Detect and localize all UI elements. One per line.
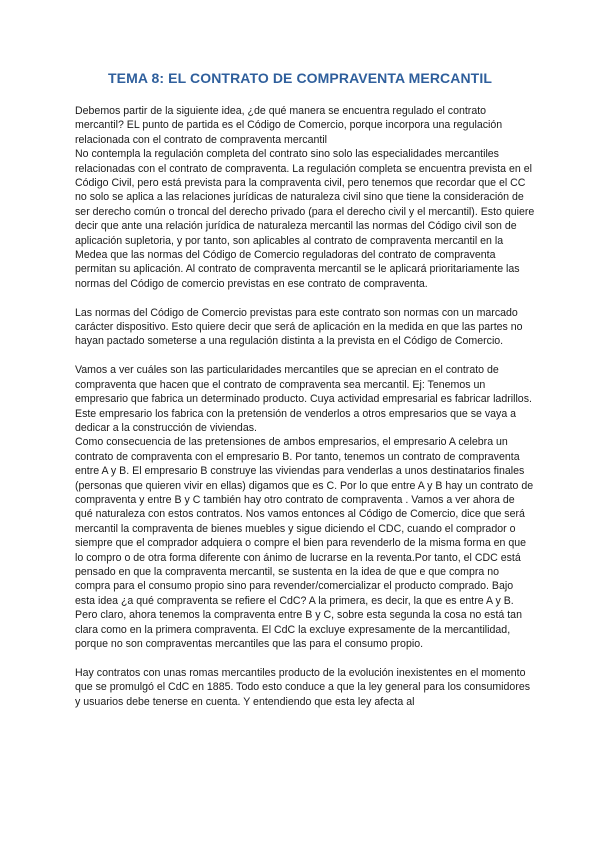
- paragraph-example: Como consecuencia de las pretensiones de ambos empresarios, el empresario A celebra un contrato de compraventa con el empresario B. Por tanto, tenemos un contrato de compraventa entre A y B. El empresario B construye las viviendas para venderlas a unos destinatarios finales (personas que quieren vivir en ellas) digamos que es C. Por lo que entre A y B hay un contrato de compraventa y entre B y C también hay otro contrato de compraventa . Vamos a ver ahora de qué naturaleza con estos contratos. Nos vamos entonces al Código de Comercio, dice que será mercantil la compraventa de bienes muebles y sigue diciendo el CDC, cuando el comprador o siempre que el comprador adquiera o compre el bien para revenderlo de la misma forma en que lo compro o de otra forma diferente con ánimo de lucrarse en la reventa.Por tanto, el CDC está pensado en que la compraventa mercantil, se sustenta en la idea de que e que compra no compra para el consumo propio sino para revender/comercializar el producto comprado. Bajo esta idea ¿a qué compraventa se refiere el CdC? A la primera, es decir, la que es entre A y B. Pero claro, ahora tenemos la compraventa entre B y C, sobre esta segunda la cosa no está tan clara como en la primera compraventa. El CdC la excluye expresamente de la mercantilidad, porque no son compraventas mercantiles que las para el consumo propio.: [75, 436, 534, 650]
- paragraph-consumer-law: Hay contratos con unas romas mercantiles producto de la evolución inexistentes en el momento que se promulgó el CdC en 1885. Todo esto conduce a que la ley general para los consumidores y usuarios debe tenerse en cuenta. Y entendiendo que esta ley afecta al: [75, 666, 531, 708]
- document-title: TEMA 8: EL CONTRATO DE COMPRAVENTA MERCANTIL: [108, 70, 492, 86]
- paragraph-dispositive-norms: Las normas del Código de Comercio previstas para este contrato son normas con un marcado carácter dispositivo. Esto quiere decir que será de aplicación en la medida en que las partes no hayan pactado someterse a una regulación distinta a la prevista en el Código de Comercio.: [75, 306, 523, 348]
- paragraph-regulation: No contempla la regulación completa del contrato sino solo las especialidades mercantiles relacionadas con el contrato de compraventa. La regulación completa se encuentra prevista en el Código Civil, pero está prevista para la compraventa civil, pero tenemos que recordar que el CC no solo se aplica a las relaciones jurídicas de naturaleza civil sino que tiene la consideración de ser derecho común o troncal del derecho privado (para el derecho civil y el mercantil). Esto quiere decir que ante una relación jurídica de naturaleza mercantil las normas del Código civil son de aplicación supletoria, y por tanto, son aplicables al contrato de compraventa mercantil en la Medea que las normas del Código de Comercio reguladoras del contrato de compraventa permitan su aplicación. Al contrato de compraventa mercantil se le aplicará prioritariamente las normas del Código de comercio previstas en ese contrato de compraventa.: [75, 148, 535, 290]
- paragraph-particularities: Vamos a ver cuáles son las particularidades mercantiles que se aprecian en el contrato de compraventa que hacen que el contrato de compraventa sea mercantil. Ej: Tenemos un empresario que fabrica un determinado producto. Cuya actividad empresarial es fabricar ladrillos. Este empresario los fabrica con la pretensión de venderlos a otros empresarios que se vaya a dedicar a la construcción de viviendas.: [75, 364, 532, 434]
- paragraph-intro: Debemos partir de la siguiente idea, ¿de qué manera se encuentra regulado el contrato mercantil? EL punto de partida es el Código de Comercio, porque incorpora una regulación relacionada con el contrato de compraventa mercantil: [75, 105, 503, 146]
- document-body: [75, 104, 535, 709]
